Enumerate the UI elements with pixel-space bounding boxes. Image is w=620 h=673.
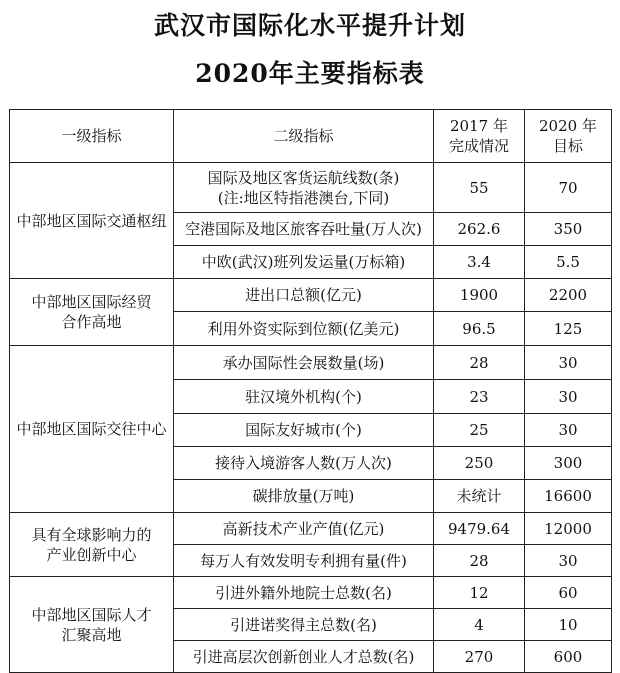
value-2017-cell: 未统计 [434,480,525,513]
value-2020-cell: 30 [525,545,612,577]
indicator-name: 驻汉境外机构(个) [245,387,362,406]
header-2020-line1: 2020 年 [539,117,597,135]
group-name-cell [10,279,174,346]
value-2017-cell: 1900 [434,279,525,312]
indicator-name: 中欧(武汉)班列发运量(万标箱) [201,253,406,271]
value-2020-cell: 2200 [525,279,612,312]
table-row [10,279,612,312]
table-row [10,513,612,545]
value-2017-cell: 4 [434,609,525,641]
group-name-line1: 中部地区国际交通枢纽 [16,211,167,230]
value-2017-cell: 96.5 [434,312,525,346]
table-row [10,163,612,213]
group-name-line2: 汇聚高地 [61,625,122,644]
indicator-cell [174,480,434,513]
indicator-cell [174,577,434,609]
indicator-cell [174,279,434,312]
value-2020-cell: 10 [525,609,612,641]
value-2017-cell: 25 [434,414,525,447]
indicator-cell [174,609,434,641]
indicator-cell [174,380,434,414]
group-name-line1: 中部地区国际交往中心 [16,420,167,438]
value-2020-cell: 60 [525,577,612,609]
value-2017-cell: 23 [434,380,525,414]
value-2017-cell: 250 [434,447,525,480]
value-2020-cell: 16600 [525,480,612,513]
value-2020-cell: 600 [525,641,612,673]
table-row [10,346,612,380]
value-2017-cell: 9479.64 [434,513,525,545]
indicator-name: 承办国际性会展数量(场) [222,353,385,372]
indicator-cell [174,246,434,279]
table-row [10,577,612,609]
indicator-name: 引进外籍外地院士总数(名) [215,583,392,602]
value-2017-cell: 3.4 [434,246,525,279]
indicator-name: 每万人有效发明专利拥有量(件) [200,551,407,570]
header-level1: 一级指标 [10,110,174,163]
header-2017 [434,110,525,163]
indicator-note: (注:地区特指港澳台,下同) [217,188,390,207]
group-name-line1: 具有全球影响力的 [31,525,152,544]
value-2017-cell: 55 [434,163,525,213]
indicator-name: 国际友好城市(个) [245,421,362,439]
indicator-name: 引进高层次创新创业人才总数(名) [192,647,415,666]
indicator-cell [174,447,434,480]
indicator-name: 进出口总额(亿元) [245,286,362,304]
page-title: 武汉市国际化水平提升计划 [153,11,466,40]
value-2017-cell: 262.6 [434,213,525,246]
indicator-cell [174,641,434,673]
indicator-cell [174,213,434,246]
value-2020-cell: 125 [525,312,612,346]
group-name-line2: 合作高地 [61,313,122,331]
value-2017-cell: 28 [434,545,525,577]
indicator-name: 国际及地区客货运航线数(条) [207,168,400,187]
value-2020-cell: 12000 [525,513,612,545]
indicator-cell [174,312,434,346]
value-2020-cell: 70 [525,163,612,213]
group-name-cell [10,163,174,279]
header-2020 [525,110,612,163]
value-2017-cell: 270 [434,641,525,673]
indicator-cell [174,414,434,447]
indicator-cell [174,346,434,380]
value-2020-cell: 5.5 [525,246,612,279]
group-name-cell [10,513,174,577]
indicator-name: 引进诺奖得主总数(名) [230,615,377,634]
group-name-line2: 产业创新中心 [46,545,137,564]
indicators-table [9,109,612,673]
indicator-cell [174,513,434,545]
value-2020-cell: 30 [525,380,612,414]
value-2020-cell: 300 [525,447,612,480]
value-2020-cell: 30 [525,346,612,380]
indicator-name: 空港国际及地区旅客吞吐量(万人次) [185,220,422,238]
header-2017-line1: 2017 年 [450,117,508,135]
value-2020-cell: 30 [525,414,612,447]
group-name-line1: 中部地区国际人才 [31,605,152,624]
indicator-cell [174,163,434,213]
header-2020-line2: 目标 [552,137,583,155]
indicator-name: 高新技术产业产值(亿元) [222,519,385,538]
indicator-name: 接待入境游客人数(万人次) [215,454,392,472]
page-subtitle: 2020年主要指标表 [195,59,425,88]
header-row [10,110,612,163]
indicator-name: 利用外资实际到位额(亿美元) [207,319,400,338]
header-2017-line2: 完成情况 [448,137,509,155]
indicator-name: 碳排放量(万吨) [252,487,355,505]
group-name-cell [10,577,174,673]
indicator-cell [174,545,434,577]
group-name-line1: 中部地区国际经贸 [31,293,152,311]
group-name-cell [10,346,174,513]
value-2017-cell: 12 [434,577,525,609]
value-2017-cell: 28 [434,346,525,380]
header-level2: 二级指标 [174,110,434,163]
value-2020-cell: 350 [525,213,612,246]
